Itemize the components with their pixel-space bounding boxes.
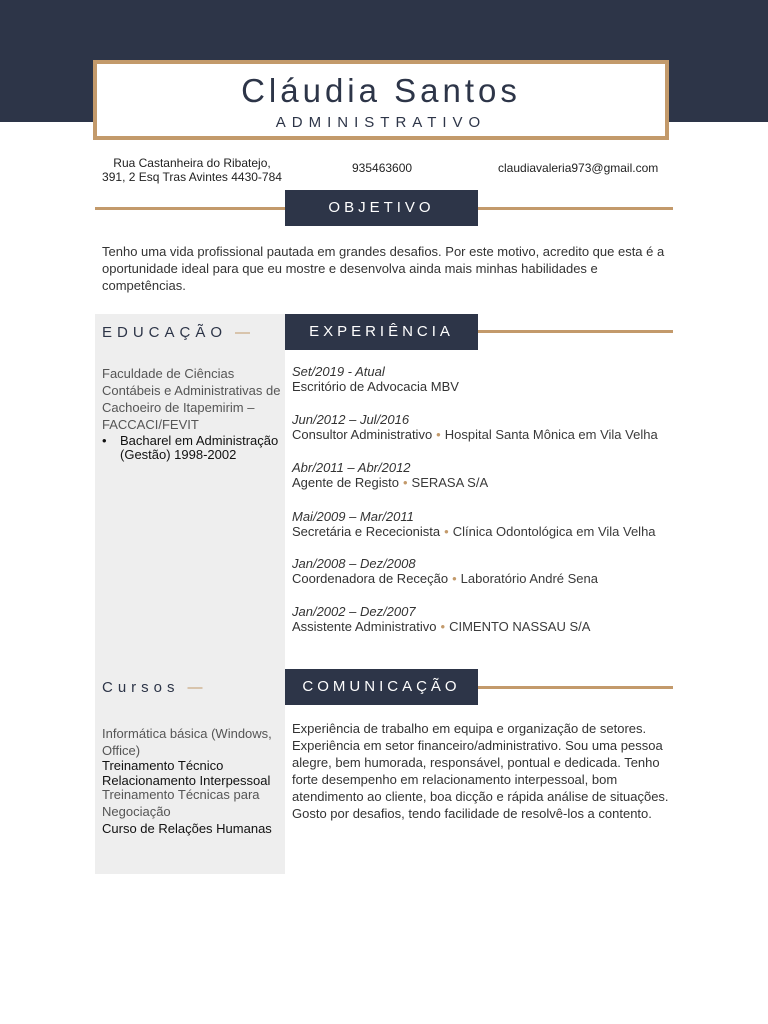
- job-date: Set/2019 - Atual: [292, 364, 385, 379]
- comunicacao-text: Experiência de trabalho em equipa e organização de setores. Experiência em setor financeiro/administrativo. Sou uma pessoa alegre, bem humorada, responsável, pontual e dedicada. Tenho forte desempenho em relacionamento interpessoal, bom atendimento ao cliente, boa dicção e rápida análise de situações. Gosto por desafios, tendo facilidade de resolvê-los a contento.: [292, 721, 669, 821]
- educacao-item: • Bacharel em Administração (Gestão) 1998-2002: [102, 434, 282, 462]
- curso-item: Curso de Relações Humanas: [102, 821, 272, 836]
- candidate-name: Cláudia Santos: [241, 72, 521, 109]
- job-date: Jan/2002 – Dez/2007: [292, 604, 416, 619]
- contact-phone: 935463600: [352, 161, 413, 175]
- job-role: Coordenadora de Receção: [292, 571, 449, 586]
- job-date: Mai/2009 – Mar/2011: [292, 509, 414, 524]
- job-entry: [292, 556, 598, 586]
- curso-item: Treinamento Técnico Relacionamento Interpessoal: [102, 758, 271, 788]
- name-box: [93, 60, 669, 140]
- job-date: Jun/2012 – Jul/2016: [292, 412, 410, 427]
- job-role: Secretária e Rececionista: [292, 524, 441, 539]
- job-separator: •: [402, 475, 408, 490]
- comunicacao-divider: [478, 686, 673, 689]
- cursos-dash: —: [187, 679, 203, 696]
- curso-item: Informática básica (Windows, Office): [102, 726, 272, 758]
- job-entry: [292, 509, 656, 539]
- educacao-list: [102, 434, 282, 462]
- address-line-2: 391, 2 Esq Tras Avintes 4430-784: [102, 170, 282, 184]
- cursos-heading: [102, 679, 203, 696]
- address-line-1: Rua Castanheira do Ribatejo,: [113, 156, 271, 170]
- educacao-dash: —: [235, 324, 251, 341]
- job-separator: •: [440, 619, 446, 634]
- curso-item: Treinamento Técnicas para Negociação: [102, 787, 260, 819]
- job-separator: •: [436, 427, 441, 442]
- experiencia-heading: EXPERIÊNCIA: [285, 314, 478, 350]
- job-separator: •: [444, 524, 449, 539]
- job-entry: [292, 364, 459, 394]
- job-separator: •: [452, 571, 457, 586]
- candidate-title: ADMINISTRATIVO: [275, 114, 487, 131]
- job-role: Assistente Administrativo: [292, 619, 437, 634]
- experiencia-divider: [478, 330, 673, 333]
- contact-email: claudiavaleria973@gmail.com: [498, 161, 659, 175]
- job-company: Hospital Santa Mônica em Vila Velha: [444, 427, 658, 442]
- educacao-heading-text: EDUCAÇÃO: [102, 324, 228, 341]
- job-role: Agente de Registo: [292, 475, 399, 490]
- job-company: Laboratório André Sena: [460, 571, 598, 586]
- contact-address: [102, 156, 282, 184]
- cursos-heading-text: Cursos: [102, 679, 180, 696]
- job-role: Consultor Administrativo: [292, 427, 433, 442]
- objetivo-heading: OBJETIVO: [285, 190, 478, 226]
- job-entry: [292, 460, 488, 490]
- educacao-heading: [102, 324, 250, 341]
- job-date: Abr/2011 – Abr/2012: [292, 460, 411, 475]
- job-entry: [292, 604, 590, 634]
- job-company: SERASA S/A: [411, 475, 489, 490]
- comunicacao-heading: COMUNICAÇÃO: [285, 669, 478, 705]
- job-company: CIMENTO NASSAU S/A: [449, 619, 591, 634]
- educacao-institution: Faculdade de Ciências Contábeis e Administrativas de Cachoeiro de Itapemirim – FACCACI/FEVIT: [102, 366, 281, 432]
- job-company: Clínica Odontológica em Vila Velha: [452, 524, 656, 539]
- job-role: Escritório de Advocacia MBV: [292, 379, 459, 394]
- job-entry: [292, 412, 658, 442]
- job-date: Jan/2008 – Dez/2008: [292, 556, 416, 571]
- objetivo-text: Tenho uma vida profissional pautada em grandes desafios. Por este motivo, acredito que esta é a oportunidade ideal para que eu mostre e desenvolva ainda mais minhas habilidades e competências.: [102, 244, 665, 293]
